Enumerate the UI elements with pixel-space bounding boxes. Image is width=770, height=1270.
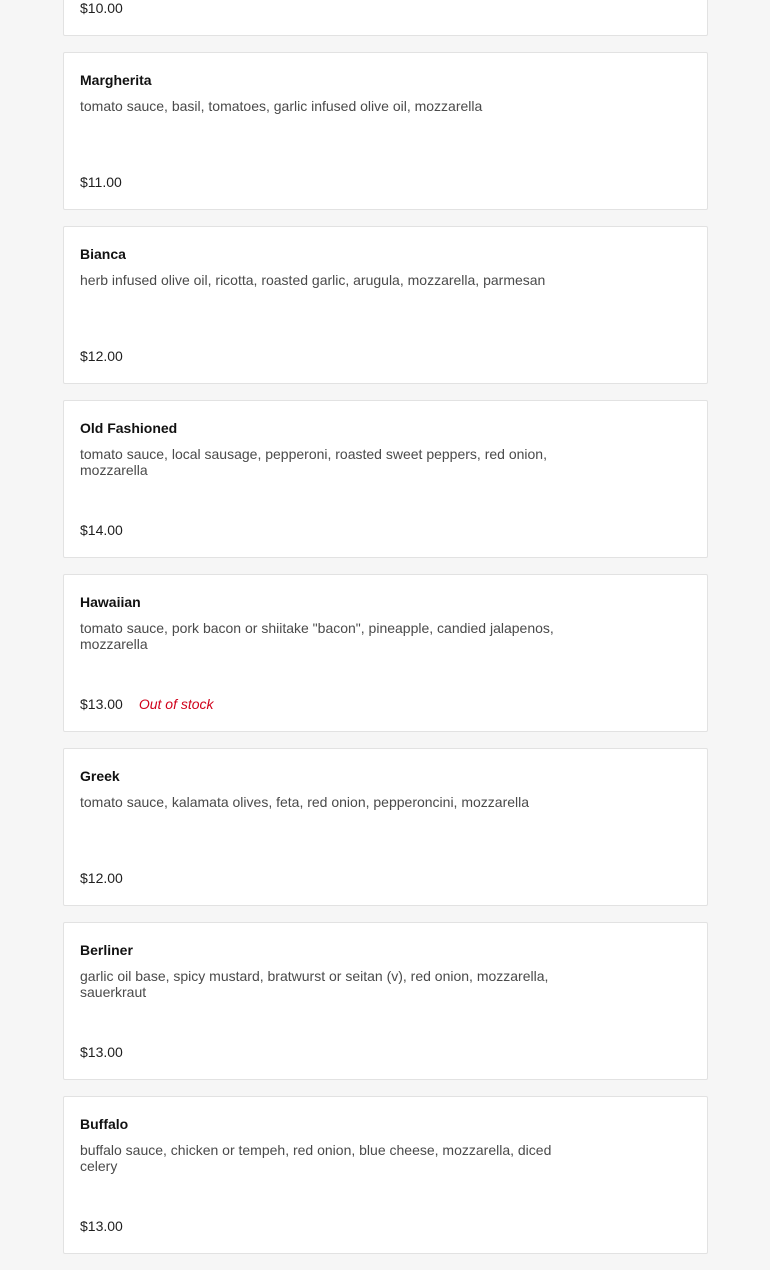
menu-item-card[interactable]	[63, 574, 708, 732]
menu-item-name: Old Fashioned	[80, 420, 178, 436]
menu-item-name: Greek	[80, 768, 120, 784]
menu-item-price: $14.00	[80, 522, 123, 538]
menu-item-footer	[80, 869, 123, 887]
menu-item-footer	[80, 695, 214, 713]
menu-item-name: Buffalo	[80, 1116, 129, 1132]
menu-item-price: $11.00	[80, 174, 122, 190]
menu-item-footer	[80, 1217, 123, 1235]
menu-item-price: $12.00	[80, 870, 123, 886]
menu-item-card[interactable]	[63, 400, 708, 558]
menu-item-card[interactable]	[63, 0, 708, 36]
menu-item-description: tomato sauce, basil, tomatoes, garlic infused olive oil, mozzarella	[80, 98, 483, 114]
menu-item-name: Berliner	[80, 942, 133, 958]
menu-item-price: $13.00	[80, 696, 123, 712]
menu-item-card[interactable]	[63, 748, 708, 906]
menu-item-card[interactable]	[63, 922, 708, 1080]
menu-item-name: Bianca	[80, 246, 126, 262]
menu-item-price: $13.00	[80, 1218, 123, 1234]
menu-item-price: $13.00	[80, 1044, 123, 1060]
menu-item-list	[63, 0, 708, 1270]
menu-item-description: tomato sauce, pork bacon or shiitake "bacon", pineapple, candied jalapenos, mozzarella	[80, 620, 554, 652]
menu-item-footer	[80, 0, 123, 17]
out-of-stock-label: Out of stock	[138, 696, 214, 712]
menu-item-card[interactable]	[63, 226, 708, 384]
menu-item-description: tomato sauce, kalamata olives, feta, red onion, pepperoncini, mozzarella	[80, 794, 530, 810]
menu-item-name: Hawaiian	[80, 594, 141, 610]
menu-item-card[interactable]	[63, 52, 708, 210]
menu-item-price: $10.00	[80, 0, 123, 16]
menu-item-description: buffalo sauce, chicken or tempeh, red onion, blue cheese, mozzarella, diced celery	[80, 1142, 552, 1174]
menu-item-footer	[80, 347, 123, 365]
menu-item-description: tomato sauce, local sausage, pepperoni, roasted sweet peppers, red onion, mozzarella	[80, 446, 547, 478]
menu-item-footer	[80, 521, 123, 539]
menu-item-footer	[80, 173, 122, 191]
menu-item-name: Margherita	[80, 72, 152, 88]
menu-item-card[interactable]	[63, 1096, 708, 1254]
menu-item-description: garlic oil base, spicy mustard, bratwurst or seitan (v), red onion, mozzarella, sauerkraut	[80, 968, 549, 1000]
menu-item-footer	[80, 1043, 123, 1061]
menu-item-price: $12.00	[80, 348, 123, 364]
menu-item-description: herb infused olive oil, ricotta, roasted garlic, arugula, mozzarella, parmesan	[80, 272, 546, 288]
